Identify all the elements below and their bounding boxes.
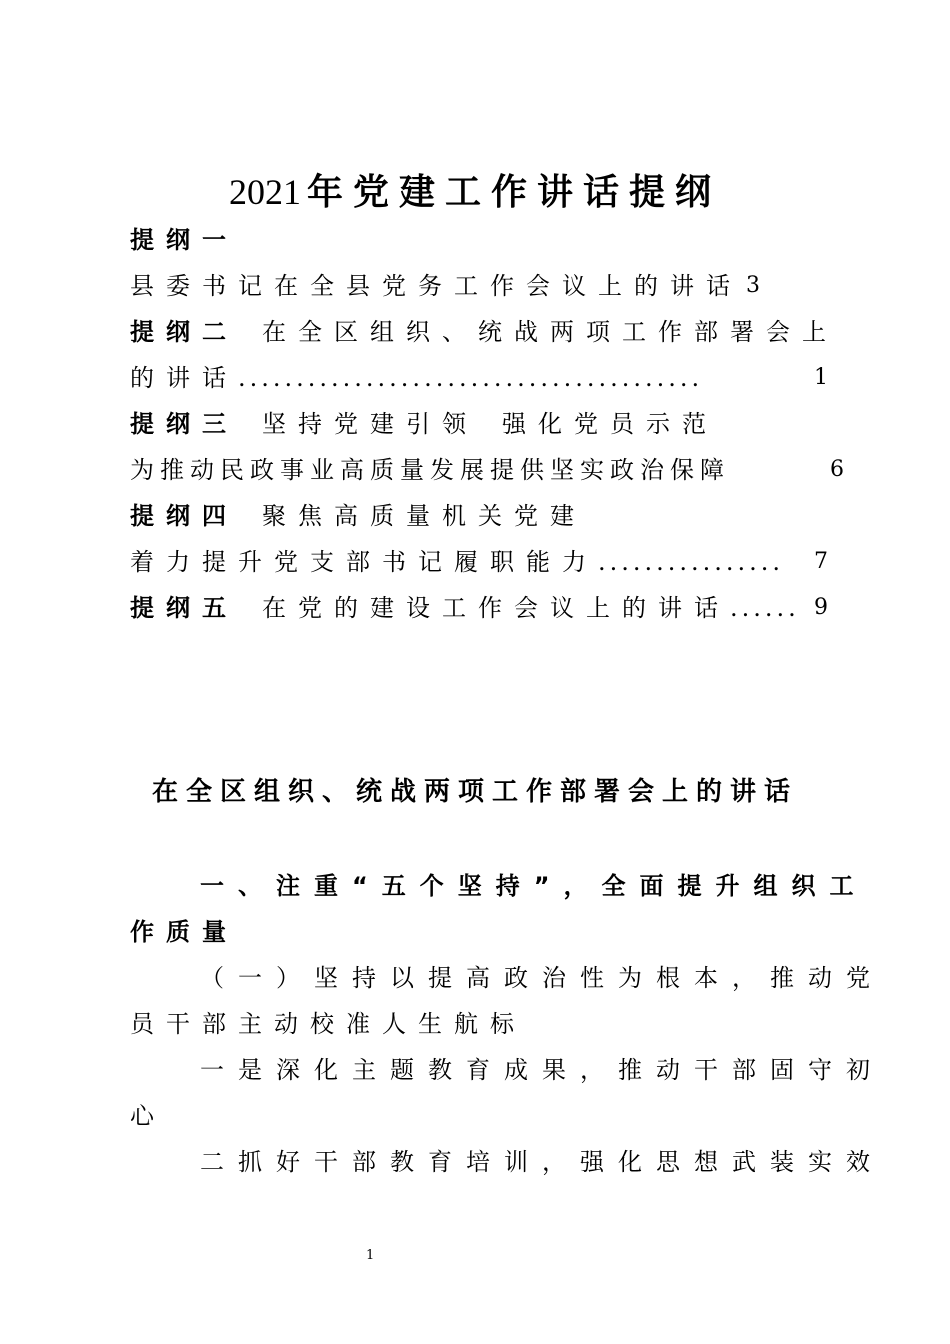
heading-1-line-a: 一、注重“五个坚持”，全面提升组织工 bbox=[200, 872, 868, 900]
toc-outline-5-entry bbox=[130, 592, 800, 624]
footer-page-number: 1 bbox=[366, 1248, 375, 1263]
toc-outline-4-text-a: 聚焦高质量机关党建 bbox=[262, 502, 586, 530]
toc-outline-1-page: 3 bbox=[746, 273, 760, 298]
toc-outline-4-entry bbox=[130, 500, 586, 532]
toc-outline-3-text-b: 强化党员示范 bbox=[502, 410, 718, 438]
title-year: 2021 bbox=[228, 172, 301, 212]
toc-outline-2-entry bbox=[130, 316, 838, 348]
toc-outline-5-page: 9 bbox=[814, 595, 828, 620]
toc-outline-3-entry-cont bbox=[130, 454, 730, 486]
toc-outline-1-text: 县委书记在全县党务工作会议上的讲话 bbox=[130, 272, 742, 300]
heading-2-line-b: 员干部主动校准人生航标 bbox=[130, 1010, 526, 1038]
toc-outline-1-entry bbox=[130, 270, 742, 302]
heading-2-line-a: （一）坚持以提高政治性为根本，推动党 bbox=[200, 964, 884, 992]
toc-outline-1-label: 提纲一 bbox=[130, 226, 238, 254]
toc-outline-3-text-a: 坚持党建引领 bbox=[262, 410, 478, 438]
toc-outline-4-dots: ................ bbox=[598, 548, 785, 576]
toc-outline-3-page: 6 bbox=[830, 457, 844, 482]
section-title: 在全区组织、统战两项工作部署会上的讲话 bbox=[151, 777, 798, 807]
toc-outline-5-text: 在党的建设工作会议上的讲话 bbox=[262, 594, 730, 622]
toc-outline-4-page: 7 bbox=[814, 549, 828, 574]
toc-outline-4-text-b: 着力提升党支部书记履职能力 bbox=[130, 548, 598, 576]
toc-outline-3-label: 提纲三 bbox=[130, 410, 238, 438]
document-title bbox=[0, 168, 950, 216]
title-text: 年党建工作讲话提纲 bbox=[306, 171, 721, 213]
paragraph-1-line-b: 心 bbox=[130, 1102, 166, 1130]
heading-1-line-b: 作质量 bbox=[130, 918, 238, 946]
toc-outline-2-dots: ........................................ bbox=[238, 364, 704, 392]
toc-outline-2-page: 1 bbox=[814, 365, 828, 390]
toc-outline-5-dots: ...... bbox=[730, 594, 800, 622]
toc-outline-2-entry-cont bbox=[130, 362, 703, 394]
paragraph-2: 二抓好干部教育培训，强化思想武装实效 bbox=[200, 1148, 884, 1176]
toc-outline-3-text-c: 为推动民政事业高质量发展提供坚实政治保障 bbox=[130, 456, 730, 484]
paragraph-1-line-a: 一是深化主题教育成果，推动干部固守初 bbox=[200, 1056, 884, 1084]
toc-outline-2-text-b: 的讲话 bbox=[130, 364, 238, 392]
toc-outline-4-entry-cont bbox=[130, 546, 784, 578]
toc-outline-2-label: 提纲二 bbox=[130, 318, 238, 346]
toc-outline-2-text-a: 在全区组织、统战两项工作部署会上 bbox=[262, 318, 838, 346]
toc-outline-3-entry bbox=[130, 408, 718, 440]
toc-outline-4-label: 提纲四 bbox=[130, 502, 238, 530]
toc-outline-5-label: 提纲五 bbox=[130, 594, 238, 622]
